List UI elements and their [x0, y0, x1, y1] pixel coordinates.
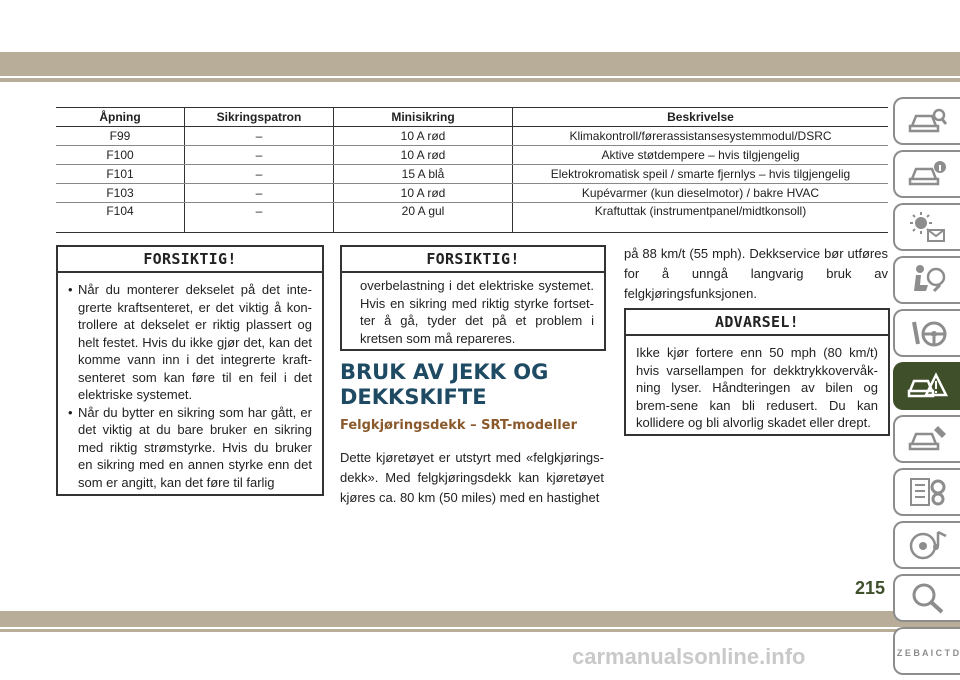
table-row [56, 203, 888, 233]
car-info-icon [908, 157, 948, 191]
watermark: carmanualsonline.info [572, 644, 806, 669]
table-cell: – [185, 165, 334, 184]
table-cell: – [185, 127, 334, 146]
table-cell: 10 A rød [334, 146, 513, 165]
table-cell: 10 A rød [334, 127, 513, 146]
warning-box [624, 308, 890, 436]
header-band-line [0, 78, 960, 82]
table-cell: Aktive støtdempere – hvis tilgjengelig [513, 146, 889, 165]
tab-car-info[interactable] [893, 150, 960, 198]
table-cell: 10 A rød [334, 184, 513, 203]
car-service-icon [908, 422, 948, 456]
col-header: Beskrivelse [513, 108, 889, 127]
tab-checklist[interactable] [893, 468, 960, 516]
col-header: Åpning [56, 108, 185, 127]
tab-search[interactable] [893, 574, 960, 622]
index-letters-icon [896, 634, 959, 668]
table-cell: – [185, 203, 334, 233]
multimedia-nav-icon [908, 528, 948, 562]
caution-body [58, 273, 322, 497]
table-cell: 20 A gul [334, 203, 513, 233]
warning-body: Ikke kjør fortere enn 50 mph (80 km/t) hvis varsellampen for dekktrykkovervåk-ning lyser. Håndteringen av bilen og brem-sene kan bli redusert. Du kan kollidere og bli alvorlig skadet eller drept. [636, 345, 878, 430]
table-cell: – [185, 184, 334, 203]
caution-box-1 [56, 245, 324, 496]
footer-band-line [0, 629, 960, 632]
col-header: Sikringspatron [185, 108, 334, 127]
warning-title: ADVARSEL! [626, 310, 888, 336]
table-cell: Kraftuttak (instrumentpanel/midtkonsoll) [513, 203, 889, 233]
tab-car-warning[interactable] [893, 362, 960, 410]
table-header-row [56, 108, 888, 127]
tab-car-service[interactable] [893, 415, 960, 463]
body-paragraph: Dette kjøretøyet er utstyrt med «felgkjørings-dekk». Med felgkjøringsdekk kan kjøretøyet kjøres ca. 80 km (50 miles) med en hastighet [340, 450, 604, 505]
table-row [56, 146, 888, 165]
body-paragraph: på 88 km/t (55 mph). Dekkservice bør utføres for å unngå langvarig bruk av felgkjøringsfunksjonen. [624, 246, 888, 301]
col-header: Minisikring [334, 108, 513, 127]
light-message-icon [908, 210, 948, 244]
table-cell: 15 A blå [334, 165, 513, 184]
caution-box-2 [340, 245, 606, 351]
table-row [56, 127, 888, 146]
section-subtitle: Felgkjøringsdekk – SRT-modeller [340, 418, 577, 433]
footer-band [0, 611, 960, 627]
car-search-icon [908, 104, 948, 138]
table-cell: F99 [56, 127, 185, 146]
table-cell: Klimakontroll/førerassistansesystemmodul/DSRC [513, 127, 889, 146]
header-band [0, 52, 960, 76]
tab-car-search[interactable] [893, 97, 960, 145]
tab-index[interactable] [893, 627, 960, 675]
table-cell: – [185, 146, 334, 165]
table-row [56, 184, 888, 203]
steering-wheel-icon [908, 316, 948, 350]
tab-steering-wheel[interactable] [893, 309, 960, 357]
tab-seat-airbag[interactable] [893, 256, 960, 304]
tab-light-message[interactable] [893, 203, 960, 251]
caution-body: overbelastning i det elektriske systemet. Hvis en sikring med riktig styrke fortset-ter å gå, tyder det på et problem i kretsen som må repareres. [360, 278, 594, 346]
table-cell: Kupévarmer (kun dieselmotor) / bakre HVAC [513, 184, 889, 203]
table-cell: F104 [56, 203, 185, 233]
table-cell: F103 [56, 184, 185, 203]
fuse-table [56, 107, 888, 233]
chapter-tabs [893, 97, 960, 680]
caution-bullet: • Når du monterer dekselet på det inte-grerte kraftsenteret, er det viktig å kon-trollere at dekselet er riktig plassert og helt festet. Hvis du ikke gjør det, kan det komme vann inn i det integrerte kraft-senteret som kan føre til en feil i det elektriske systemet. [68, 282, 312, 402]
search-icon [908, 581, 948, 615]
page-number: 215 [855, 578, 886, 598]
tab-multimedia[interactable] [893, 521, 960, 569]
car-warning-icon [908, 369, 948, 403]
table-cell: F100 [56, 146, 185, 165]
table-cell: F101 [56, 165, 185, 184]
caution-title: FORSIKTIG! [342, 247, 604, 273]
caution-title: FORSIKTIG! [58, 247, 322, 273]
svg-text:Z E B A I C T D: Z E B A I C T D [896, 648, 959, 658]
checklist-gear-icon [908, 475, 948, 509]
seat-airbag-icon [908, 263, 948, 297]
table-row [56, 165, 888, 184]
caution-bullet: • Når du bytter en sikring som har gått, er det viktig at du bare bruker en sikring med riktig strømstyrke. Hvis du bruker en sikring med en annen styrke enn det som er angitt, kan det føre til farlig [68, 404, 312, 490]
table-cell: Elektrokromatisk speil / smarte fjernlys – hvis tilgjengelig [513, 165, 889, 184]
section-title: BRUK AV JEKK OG DEKKSKIFTE [340, 360, 549, 409]
